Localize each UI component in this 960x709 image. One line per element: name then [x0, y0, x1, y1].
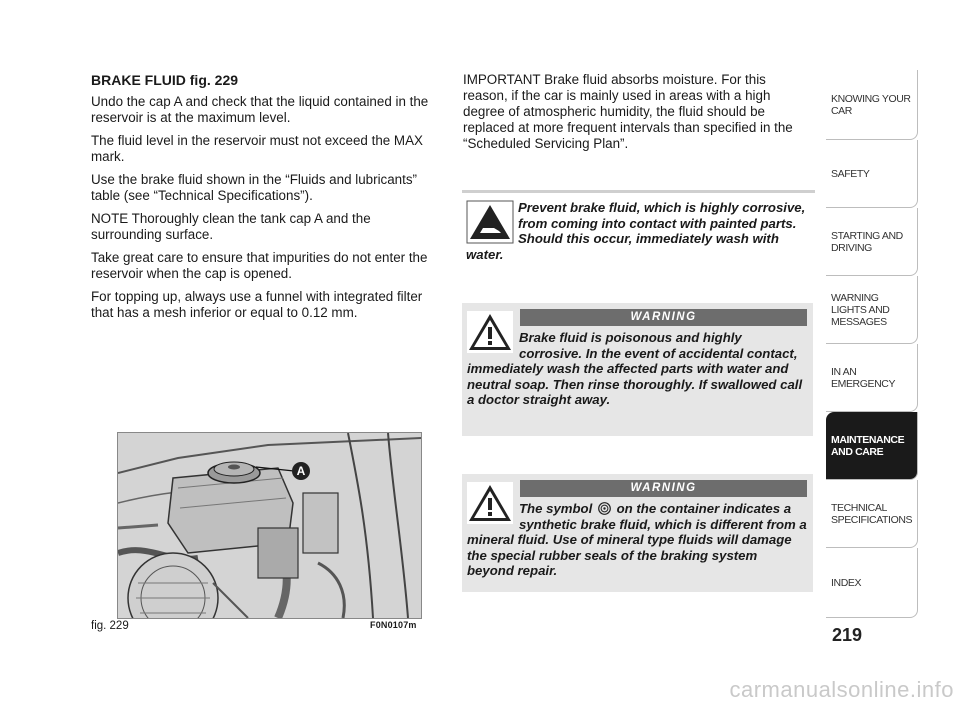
tab-index[interactable]: INDEX — [826, 548, 918, 618]
tab-maintenance-and-care[interactable]: MAINTENANCE AND CARE — [826, 412, 918, 480]
tab-starting-and-driving[interactable]: STARTING AND DRIVING — [826, 208, 918, 276]
warning-box-2 — [462, 474, 813, 592]
paragraph-5: Take great care to ensure that impurities do not enter the reservoir when the cap is opened. — [91, 250, 428, 281]
paint-note-box — [462, 200, 813, 280]
tab-technical-specifications[interactable]: TECHNICAL SPECIFICATIONS — [826, 480, 918, 548]
warning-text-1: Brake fluid is poisonous and highly corrosive. In the event of accidental contact, immediately wash the affected parts with water and neutral soap. Then rinse thoroughly. If swallowed call a doctor straight away. — [467, 330, 803, 408]
tab-safety[interactable]: SAFETY — [826, 140, 918, 208]
page-number: 219 — [832, 625, 863, 645]
callout-a-label: A — [296, 464, 306, 478]
paragraph-2: The fluid level in the reservoir must not exceed the MAX mark. — [91, 133, 423, 164]
paragraph-3: Use the brake fluid shown in the “Fluids and lubricants” table (see “Technical Specifications”). — [91, 172, 418, 203]
watermark: carmanualsonline.info — [729, 677, 954, 702]
engine-bay-figure — [117, 432, 422, 619]
tab-in-an-emergency[interactable]: IN AN EMERGENCY — [826, 344, 918, 412]
divider — [462, 190, 815, 193]
paragraph-1: Undo the cap A and check that the liquid contained in the reservoir is at the maximum level. — [91, 94, 429, 125]
engine-bay-illustration — [118, 433, 421, 618]
section-heading: BRAKE FLUID fig. 229 — [91, 72, 239, 88]
warning-banner-1: WARNING — [520, 309, 807, 326]
figure-caption: fig. 229 — [91, 620, 129, 632]
paragraph-6: For topping up, always use a funnel with integrated filter that has a mesh inferior or equal to 0.12 mm. — [91, 289, 423, 320]
tab-warning-lights[interactable]: WARNING LIGHTS AND MESSAGES — [826, 276, 918, 344]
paint-note-text: Prevent brake fluid, which is highly corrosive, from coming into contact with painted parts. Should this occur, immediately wash with water. — [466, 200, 806, 262]
warning-box-1 — [462, 303, 813, 436]
paragraph-4: NOTE Thoroughly clean the tank cap A and the surrounding surface. — [91, 211, 371, 242]
synthetic-fluid-symbol-icon — [598, 502, 611, 515]
figure-code: F0N0107m — [370, 620, 417, 630]
warning-banner-2: WARNING — [520, 480, 807, 497]
left-column — [91, 72, 436, 328]
warning-text-2-after: on the container indicates a synthetic brake fluid, which is different from a mineral fluid. Use of mineral type fluids will damage the special rubber seals of the braking system beyond repair. — [467, 501, 807, 579]
important-note: IMPORTANT Brake fluid absorbs moisture. For this reason, if the car is mainly used in areas with a high degree of atmospheric humidity, the fluid should be replaced at more frequent intervals than specified in the “Scheduled Servicing Plan”. — [463, 72, 793, 151]
tab-knowing-your-car[interactable]: KNOWING YOUR CAR — [826, 70, 918, 140]
warning-text-2-before: The symbol — [519, 501, 593, 516]
